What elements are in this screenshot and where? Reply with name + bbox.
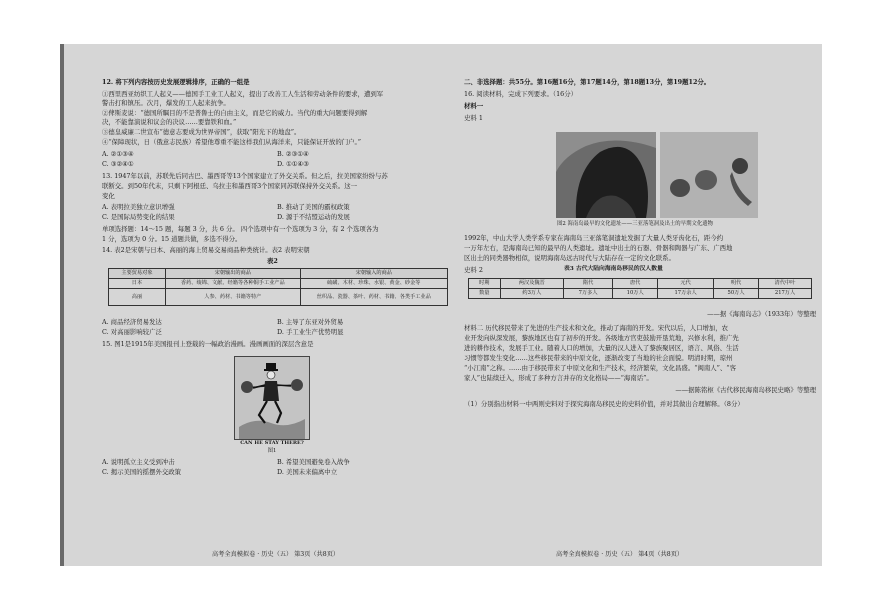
q12-option-b[interactable]: B. ②③①④ (277, 150, 309, 158)
source-label: 史料 1 (464, 114, 483, 122)
trade-table (108, 268, 448, 306)
table-header: 时期 (469, 279, 501, 289)
table-cell: 17万余人 (658, 289, 714, 299)
q12-item: ④“保障现状，日（俄意志民族）希望他尊重不能这样我们从海洋来，只能保证开放的门户。” (102, 138, 361, 146)
table-header: 明代 (713, 279, 758, 289)
table-header: 唐代 (613, 279, 658, 289)
table-cell: 高丽 (109, 289, 166, 306)
scanned-sheet (60, 44, 822, 566)
q12-option-a[interactable]: A. ②①③④ (102, 150, 134, 158)
section-heading: 二、非选择题：共55分。第16题16分，第17题14分，第18题13分，第19题12分。 (464, 78, 711, 86)
figure-label: 图1 (267, 448, 277, 454)
scan-border (60, 44, 64, 566)
q13-option-c[interactable]: C. 是国际局势变化的结果 (102, 213, 175, 221)
table-header: 主要贸易对象 (109, 269, 166, 279)
migration-table (468, 278, 812, 299)
table-header: 元代 (658, 279, 714, 289)
task-question: （1）分别指出材料一中两则史料对于探究海南岛移民史的史料价值，并对其做出合理解释。（8分） (464, 400, 744, 408)
section-note: 1 分，选项为 0 分。15 道题共做，多选不得分。 (102, 235, 242, 243)
table-header: 隋代 (564, 279, 613, 289)
table-title: 表2 (267, 257, 278, 265)
paragraph-line: 一万年左右，是海南岛已知的最早的人类遗址。遗址中出土的石器、骨器和陶器与广东、广西地 (464, 244, 733, 252)
artifact-photo (660, 132, 758, 218)
table-header: 宋朝输出的商品 (166, 269, 301, 279)
q14-option-c[interactable]: C. 对高丽影响较广泛 (102, 328, 162, 336)
q16-stem: 16. 阅读材料，完成下列要求。（16分） (464, 90, 577, 98)
q13-line: 联断交。到50年代末，只剩下阿根廷、乌拉圭和墨西哥3个国家同苏联保持外交关系。这一 (102, 182, 358, 190)
q15-option-d[interactable]: D. 美国未来偏离中立 (277, 468, 338, 476)
material-line: 进的耕作技术，发展手工业。随着人口的增加，大量的汉人进入了黎族聚居区，语言、风俗、生活 (464, 344, 739, 352)
source-citation: ——据陈铭枢《古代移民海南岛移民史略》等整理 (675, 386, 816, 394)
q13-line: 变化 (102, 192, 115, 200)
table-header: 清代中叶 (759, 279, 812, 289)
material-label: 材料一 (464, 102, 484, 110)
q12-option-d[interactable]: D. ①①④③ (277, 160, 309, 168)
page-footer: 高考全真模拟卷 · 历史（五） 第4页（共8页） (556, 551, 684, 558)
material-line: 家人”也陆续迁入，形成了多种方言并存的文化格局——“海南话”。 (464, 374, 653, 382)
table-cell: 丝织品、瓷器、茶叶、药材、书籍、各类手工业品 (300, 289, 447, 306)
q12-item: ③德皇威廉二世宣布“德意志要成为世界帝国”，获取“阳光下的地盘”。 (102, 128, 301, 136)
q12-item: 决，不能靠演说和议会的决议……要靠铁和血。” (102, 118, 237, 126)
table-cell: 7万多人 (564, 289, 613, 299)
q13-option-b[interactable]: B. 推动了美国的霸权政策 (277, 203, 350, 211)
page-footer: 高考全真模拟卷 · 历史（五） 第3页（共8页） (212, 551, 340, 558)
cave-photo (556, 132, 656, 218)
q14-option-d[interactable]: D. 手工业生产优势明显 (277, 328, 344, 336)
paragraph-line: 区出土的同类器物相似，说明海南岛远古时代与大陆存在一定的文化联系。 (464, 254, 675, 262)
table-cell: 50万人 (713, 289, 758, 299)
q13-option-d[interactable]: D. 源于不结盟运动的发展 (277, 213, 350, 221)
q12-item: 警击打和镇压。次月，爆发的工人起来抗争。 (102, 99, 230, 107)
table-header: 宋朝输入的商品 (300, 269, 447, 279)
material-line: 材料二 历代移民带来了先进的生产技术和文化，推动了海南的开发。宋代以后，人口增加，农 (464, 324, 729, 332)
material-line: “小江南”之称。……由于移民带来了中原文化和生产技术，经济繁荣，文化昌盛。“闽南人”、“客 (464, 364, 736, 372)
table-cell: 数量 (469, 289, 501, 299)
source-citation: ——据《海南岛志》（1933年）等整理 (707, 310, 816, 318)
table-cell: 217万人 (759, 289, 812, 299)
cave-image (556, 132, 656, 218)
section-note: 单项选择题：14～15 题，每题 3 分，共 6 分。 四个选项中有一个选项为 3 分，有 2 个选项各为 (102, 225, 379, 233)
q12-item: ①西里西亚纺织工人起义——德国手工业工人起义，提出了改善工人生活和劳动条件的要求，遭到军 (102, 90, 384, 98)
q12-stem: 12. 将下列内容按历史发展逻辑排序，正确的一组是 (102, 78, 250, 86)
q12-item: ②俾斯麦说：“德国所瞩目的不是普鲁士的自由主义，而是它的威力。当代的重大问题要得到解 (102, 109, 368, 117)
political-cartoon (234, 356, 310, 440)
q13-line: 13. 1947年以前，苏联先后同古巴、墨西哥等13个国家建立了外交关系。但之后，拉美国家纷纷与苏 (102, 172, 388, 180)
q15-option-b[interactable]: B. 希望美国避免卷入战争 (277, 458, 350, 466)
table-cell: 10万人 (613, 289, 658, 299)
table-cell: 日本 (109, 279, 166, 289)
material-line: 业开发向纵深发展，黎族地区也有了初步的开发。各级地方官吏鼓励开垦荒地，兴修水利，推广先 (464, 334, 739, 342)
q14-stem: 14. 表2是宋朝与日本、高丽的海上贸易交易商品种类统计。表2 表明宋朝 (102, 246, 310, 254)
source-label: 史料 2 (464, 266, 483, 274)
q15-option-c[interactable]: C. 揭示美国的摇摆外交政策 (102, 468, 182, 476)
q13-option-a[interactable]: A. 表明拉美独立意识增强 (102, 203, 175, 211)
page-left (102, 44, 454, 566)
paragraph-line: 1992年，中山大学人类学系专家在海南岛三亚落笔洞遗址发掘了大量人类牙齿化石，距今约 (464, 234, 724, 242)
q15-option-a[interactable]: A. 说明孤立主义受到冲击 (102, 458, 175, 466)
table-title: 表3 古代大陆向海南岛移民的汉人数量 (564, 266, 663, 272)
cartoon-illustration (235, 357, 309, 439)
table-cell: 约3万人 (500, 289, 564, 299)
q14-option-a[interactable]: A. 商品经济贸易发达 (102, 318, 162, 326)
artifact-image (660, 132, 758, 218)
q15-stem: 15. 图1是1915年美国报刊上登载的一幅政治漫画。漫画画面的深层含意是 (102, 340, 314, 348)
table-cell: 香药、绫锦、文献、经籍等各种铜手工业产品 (166, 279, 301, 289)
table-header: 两汉及魏晋 (500, 279, 564, 289)
q12-option-c[interactable]: C. ③②④① (102, 160, 134, 168)
page-right (464, 44, 816, 566)
table-cell: 硫磺、木材、珍珠、水银、黄金、砂金等 (300, 279, 447, 289)
q14-option-b[interactable]: B. 主导了东亚对外贸易 (277, 318, 344, 326)
table-cell: 人参、药材、书籍等特产 (166, 289, 301, 306)
cartoon-caption: CAN HE STAY THERE? (240, 440, 304, 446)
material-line: 习惯等都发生变化……这些移民带来的中原文化，逐渐改变了当地的社会面貌。明清时期，琼州 (464, 354, 733, 362)
photo-caption: 图2 海南岛最早的文化遗址——三亚落笔洞及出土的早期文化遗物 (556, 221, 714, 227)
